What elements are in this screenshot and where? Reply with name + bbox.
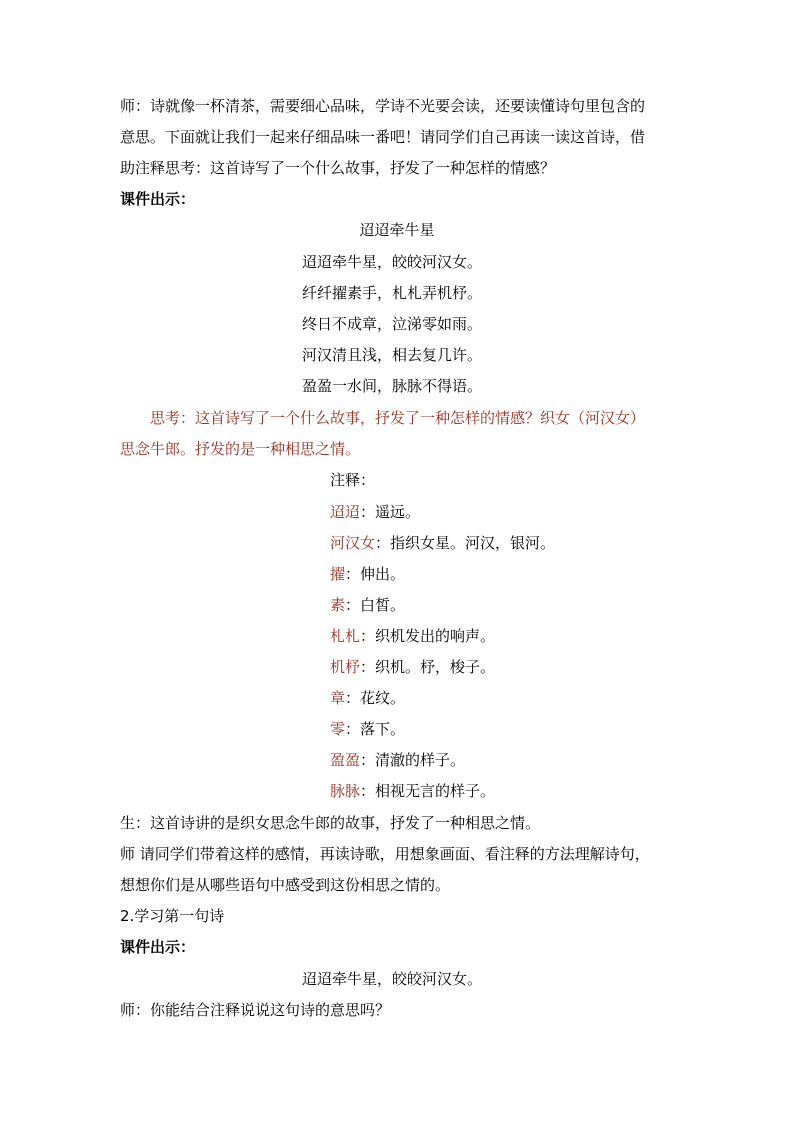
courseware-label: 课件出示：: [120, 190, 196, 208]
note-separator: ：: [345, 565, 361, 583]
note-item: [330, 781, 495, 801]
note-definition: 相视无言的样子。: [375, 782, 496, 800]
note-term: 零: [330, 720, 346, 738]
note-term: 素: [330, 596, 346, 614]
note-definition: 遥远。: [375, 503, 421, 521]
note-item: [330, 750, 465, 770]
think-line-2: 思念牛郎。抒发的是一种相思之情。: [120, 440, 361, 458]
note-term: 河汉女: [330, 534, 376, 552]
paragraph-2-line-1: 师 请同学们带着这样的感情，再读诗歌，用想象画面、看注释的方法理解诗句，: [120, 845, 650, 863]
note-separator: ：: [360, 627, 376, 645]
note-item: [330, 657, 495, 677]
note-definition: 伸出。: [360, 565, 406, 583]
note-item: [330, 533, 555, 553]
note-separator: ：: [360, 782, 376, 800]
note-item: [330, 502, 420, 522]
poem-line-repeat: 迢迢牵牛星，皎皎河汉女。: [302, 970, 483, 988]
poem-line-1: 迢迢牵牛星，皎皎河汉女。: [302, 253, 483, 271]
paragraph-1-line-1: 师：诗就像一杯清茶，需要细心品味，学诗不光要会读，还要读懂诗句里包含的: [120, 97, 646, 115]
note-term: 盈盈: [330, 751, 361, 769]
note-definition: 指织女星。河汉，银河。: [390, 534, 556, 552]
note-definition: 织机发出的响声。: [375, 627, 496, 645]
think-line-1: 思考：这首诗写了一个什么故事，抒发了一种怎样的情感？织女（河汉女）: [150, 409, 646, 427]
note-term: 机杼: [330, 658, 361, 676]
note-separator: ：: [360, 503, 376, 521]
teacher-question: 师：你能结合注释说说这句诗的意思吗？: [120, 1001, 391, 1019]
note-term: 札札: [330, 627, 361, 645]
note-item: [330, 626, 495, 646]
poem-line-3: 终日不成章，泣涕零如雨。: [302, 315, 483, 333]
note-item: [330, 688, 405, 708]
note-definition: 落下。: [360, 720, 406, 738]
note-term: 章: [330, 689, 346, 707]
note-definition: 白皙。: [360, 596, 406, 614]
section-heading: 2.学习第一句诗: [120, 907, 225, 925]
note-definition: 花纹。: [360, 689, 406, 707]
poem-line-2: 纤纤擢素手，札札弄机杼。: [302, 284, 483, 302]
note-separator: ：: [360, 751, 376, 769]
note-definition: 织机。杼，梭子。: [375, 658, 496, 676]
note-separator: ：: [345, 596, 361, 614]
note-separator: ：: [375, 534, 391, 552]
note-separator: ：: [345, 720, 361, 738]
note-item: [330, 719, 405, 739]
notes-header: 注释：: [330, 471, 376, 489]
note-separator: ：: [360, 658, 376, 676]
note-term: 擢: [330, 565, 346, 583]
poem-line-4: 河汉清且浅，相去复几许。: [302, 346, 483, 364]
note-item: [330, 595, 405, 615]
courseware-label: 课件出示：: [120, 938, 196, 956]
poem-title: 迢迢牵牛星: [359, 221, 435, 239]
paragraph-1-line-2: 意思。下面就让我们一起来仔细品味一番吧！请同学们自己再读一读这首诗，借: [120, 128, 646, 146]
note-term: 迢迢: [330, 503, 361, 521]
note-item: [330, 564, 405, 584]
poem-line-5: 盈盈一水间，脉脉不得语。: [302, 377, 483, 395]
note-term: 脉脉: [330, 782, 361, 800]
note-definition: 清澈的样子。: [375, 751, 466, 769]
paragraph-1-line-3: 助注释思考：这首诗写了一个什么故事，抒发了一种怎样的情感？: [120, 159, 556, 177]
student-answer: 生：这首诗讲的是织女思念牛郎的故事，抒发了一种相思之情。: [120, 814, 541, 832]
paragraph-2-line-2: 想想你们是从哪些语句中感受到这份相思之情的。: [120, 876, 451, 894]
note-separator: ：: [345, 689, 361, 707]
